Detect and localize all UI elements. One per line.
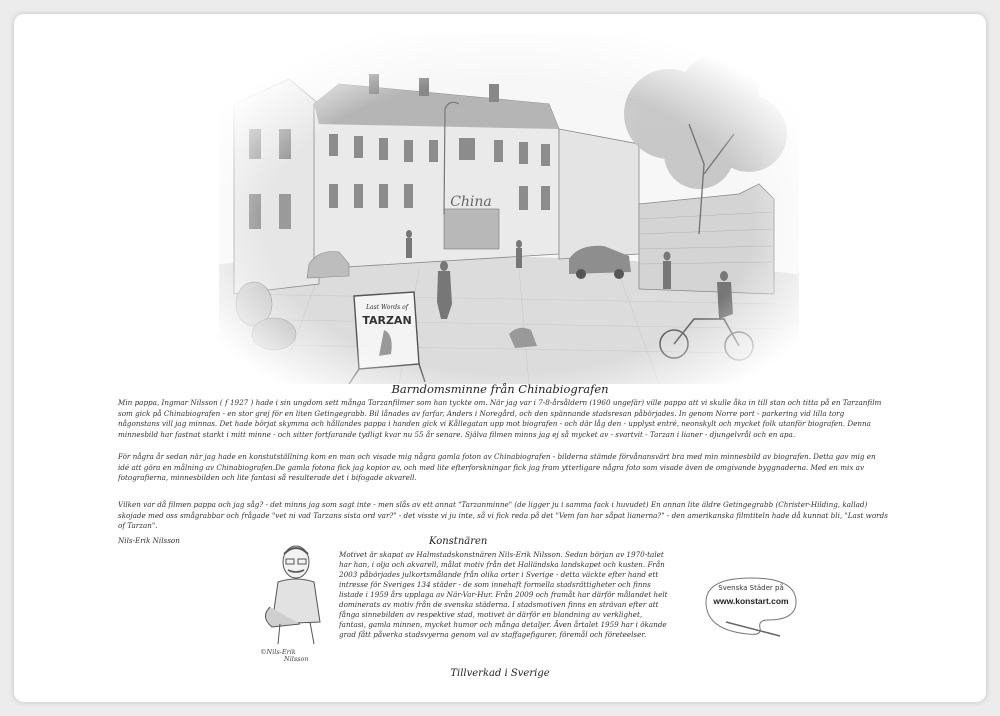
logo-tagline: Svenska Städer på bbox=[718, 584, 784, 592]
portrait-caption-1: ©Nils-Erik bbox=[260, 648, 296, 656]
story-paragraph-2: För några år sedan när jag hade en konstutställning kom en man och visade mig några gamla foton av Chinabiografen - bilderna stämde förvånansvärt bra med min minnesbild av biografen. Detta gav mig en idé att göra en målning av Chinabiografen.De gamla fotona fick jag kopior av, och med lite efterforskningar fick jag fram ytterligare några foto som visade även de omgivande byggnaderna. Med en mix av fotografierna, minnesbilden och lite fantasi så resulterade det i bifogade akvarell. bbox=[118, 452, 876, 483]
cinema-illustration bbox=[219, 34, 799, 384]
logo-url: www.konstart.com bbox=[713, 596, 789, 606]
author-signature: Nils-Erik Nilsson bbox=[118, 536, 180, 545]
portrait-caption-2: Nilsson bbox=[284, 655, 309, 662]
artist-portrait bbox=[250, 532, 340, 662]
story-paragraph-1: Min pappa, Ingmar Nilsson ( f 1927 ) hade i sin ungdom sett många Tarzanfilmer som han tyckte om. När jag var i 7-8-årsåldern (1960 ungefär) ville pappa att vi skulle åka in till stan och titta på en Tarzanfilm som gick på Chinabiografen - en stor grej för en liten Getingegrabb. Bil lånades av farfar, Anders i Noregård, och den spännande stadsresan påbörjades. In genom Norre port - parkering vid lilla torg någonstans vill jag minnas. Det hade börjat skymma och hållandes pappa i handen gick vi Kållegatan upp mot biografen - och där låg den - upplyst entré, neonskylt och mycket folk utanför biografen. Denna minnesbild har fastnat starkt i mitt minne - och sitter fortfarande tydligt kvar nu 55 år senare. Själva filmen minns jag ej så mycket av - svartvit - Tarzan i lianer - djungelvrål och en apa. bbox=[118, 398, 882, 439]
print-sheet bbox=[14, 14, 986, 702]
page-title: Barndomsminne från Chinabiografen bbox=[391, 382, 609, 396]
story-paragraph-3: Vilken var då filmen pappa och jag såg? - det minns jag som sagt inte - men slås av ett annat "Tarzanminne" (de ligger ju i samma fack i huvudet) En annan lite äldre Getingegrabb (Christer-Hilding, kallad) skojade med oss smågrabbar och frågade "vet ni vad Tarzans sista ord var?" - det visste vi ju inte, så vi fick reda på det "Vem fan har såpat lianerna?" - den amerikanska filmtiteln hade då kunnat bli, "Last words of Tarzan". bbox=[118, 500, 888, 531]
artist-heading: Konstnären bbox=[429, 536, 488, 547]
konstart-logo bbox=[696, 572, 806, 638]
artist-bio: Motivet är skapat av Halmstadskonstnären Nils-Erik Nilsson. Sedan början av 1970-talet har han, i olja och akvarell, målat motiv från det Halländska landskapet och kusten. Från 2003 påbörjades julkortsmålande från olika orter i Sverige - detta väckte efter hand ett intresse för Sveriges 134 städer - de som innehaft formella stadsrättigheter och finns listade i 1959 års upplaga av När-Var-Hur. Från 2009 och framåt har därför målandet helt dominerats av motiv från de svenska städerna. I stadsmotiven finns en strävan efter att fånga sinnebilden av respektive stad, motivet är därför en blandning av verklighet, fantasi, gamla minnen, mycket humor och många detaljer. Även årtalet 1959 har i ökande grad fått påverka stadsvyerna genom val av staffagefigurer, föremål och företeelser. bbox=[339, 550, 668, 639]
footer-made-in: Tillverkad i Sverige bbox=[450, 668, 550, 679]
